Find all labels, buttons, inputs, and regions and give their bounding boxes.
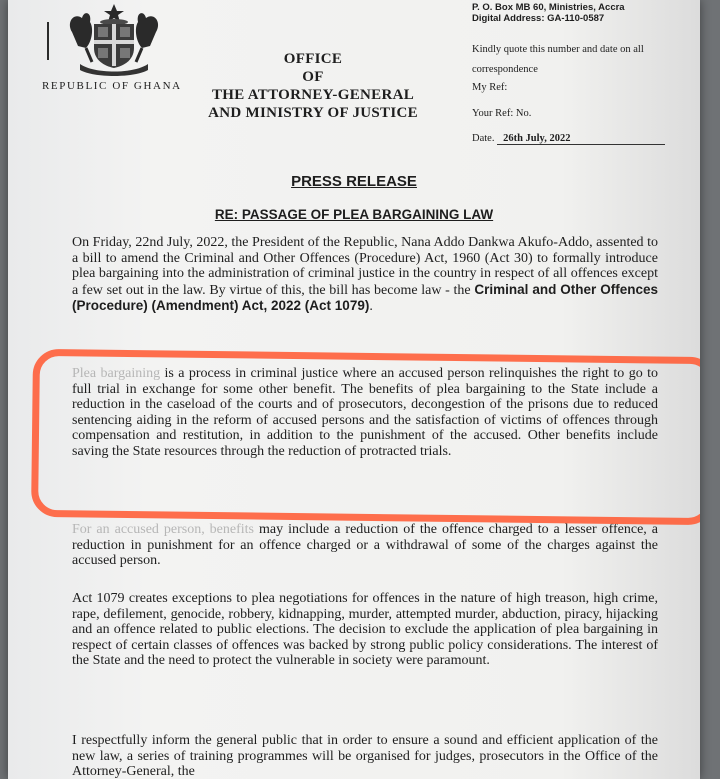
paragraph-4: Act 1079 creates exceptions to plea negotiations for offences in the nature of high treason, high crime, rape, defilement, genocide, robbery, kidnapping, murder, attempted murder, abduction, piracy, hijacking and an offence related to public elections. The decision to exclude the application of plea bargaining in respect of certain classes of offences was backed by strong public policy considerations. The interest of the State and the need to protect the vulnerable in society were paramount. (72, 591, 658, 669)
paragraph-text: is a process in criminal justice where an accused person relinquishes the right to go to full trial in exchange for some other benefit. The benefits of plea bargaining to the State include a reduction in the caseload of the courts and of prosecutors, decongestion of the prisons due to reduced sentencing aiding in the reform of accused persons and the satisfaction of victims of offences through compensation and restitution, in addition to the punishment of the accused. Other benefits include saving the State resources through the reduction of protracted trials. (72, 366, 658, 459)
paragraph-text: On Friday, 22nd July, 2022, the President of the Republic, Nana Addo Dankwa Akufo-Addo, assented to a bill to amend the Criminal and Other Offences (Procedure) Act, 1960 (Act 30) to formally introduce plea bargaining into the administration of criminal justice in the country in respect of all offences except a few set out in the law. By virtue of this, the bill has become law - the (72, 235, 658, 298)
office-heading (188, 50, 438, 122)
office-line: AND MINISTRY OF JUSTICE (208, 105, 418, 121)
paragraph-text: may include a reduction of the offence charged to a lesser offence, a reduction in punishment for an offence charged or a withdrawal of some of the charges against the accused person. (72, 522, 658, 569)
po-box: P. O. Box MB 60, Ministries, Accra (472, 2, 625, 13)
date-label: Date. (472, 133, 495, 144)
ghana-coat-of-arms-icon (64, 2, 164, 76)
paragraph-2 (72, 366, 658, 460)
quote-line: correspondence (472, 64, 538, 75)
document-subject: RE: PASSAGE OF PLEA BARGAINING LAW (214, 207, 494, 222)
reference-block (472, 82, 531, 134)
date-line (472, 133, 665, 145)
office-line: OF (302, 69, 324, 85)
document-title: PRESS RELEASE (291, 173, 417, 190)
paragraph-5: I respectfully inform the general public that in order to ensure a sound and efficient application of the new law, a series of training programmes will be organised for judges, prosecutors in the Office of the Attorney-General, the (72, 733, 658, 779)
quote-line: Kindly quote this number and date on all (472, 44, 644, 55)
date-value: 26th July, 2022 (497, 133, 665, 145)
your-ref-label: Your Ref: No. (472, 108, 532, 119)
country-name: REPUBLIC OF GHANA (42, 80, 182, 92)
document-page (8, 0, 700, 779)
faded-text: Plea bargaining (72, 366, 161, 381)
faded-text: For an accused person, benefits (72, 522, 255, 537)
postal-address (472, 2, 625, 24)
my-ref-label: My Ref: (472, 82, 508, 93)
office-line: OFFICE (283, 51, 343, 67)
digital-address: Digital Address: GA-110-0587 (472, 13, 605, 24)
office-line: THE ATTORNEY-GENERAL (211, 87, 415, 103)
paragraph-3 (72, 522, 658, 569)
quote-instruction (472, 40, 644, 80)
letterhead-divider (47, 22, 49, 60)
paragraph-end: . (369, 299, 373, 315)
paragraph-1 (72, 235, 658, 315)
act-name: Criminal and Other Offences (Procedure) (Amendment) Act, 2022 (Act 1079) (72, 281, 658, 314)
